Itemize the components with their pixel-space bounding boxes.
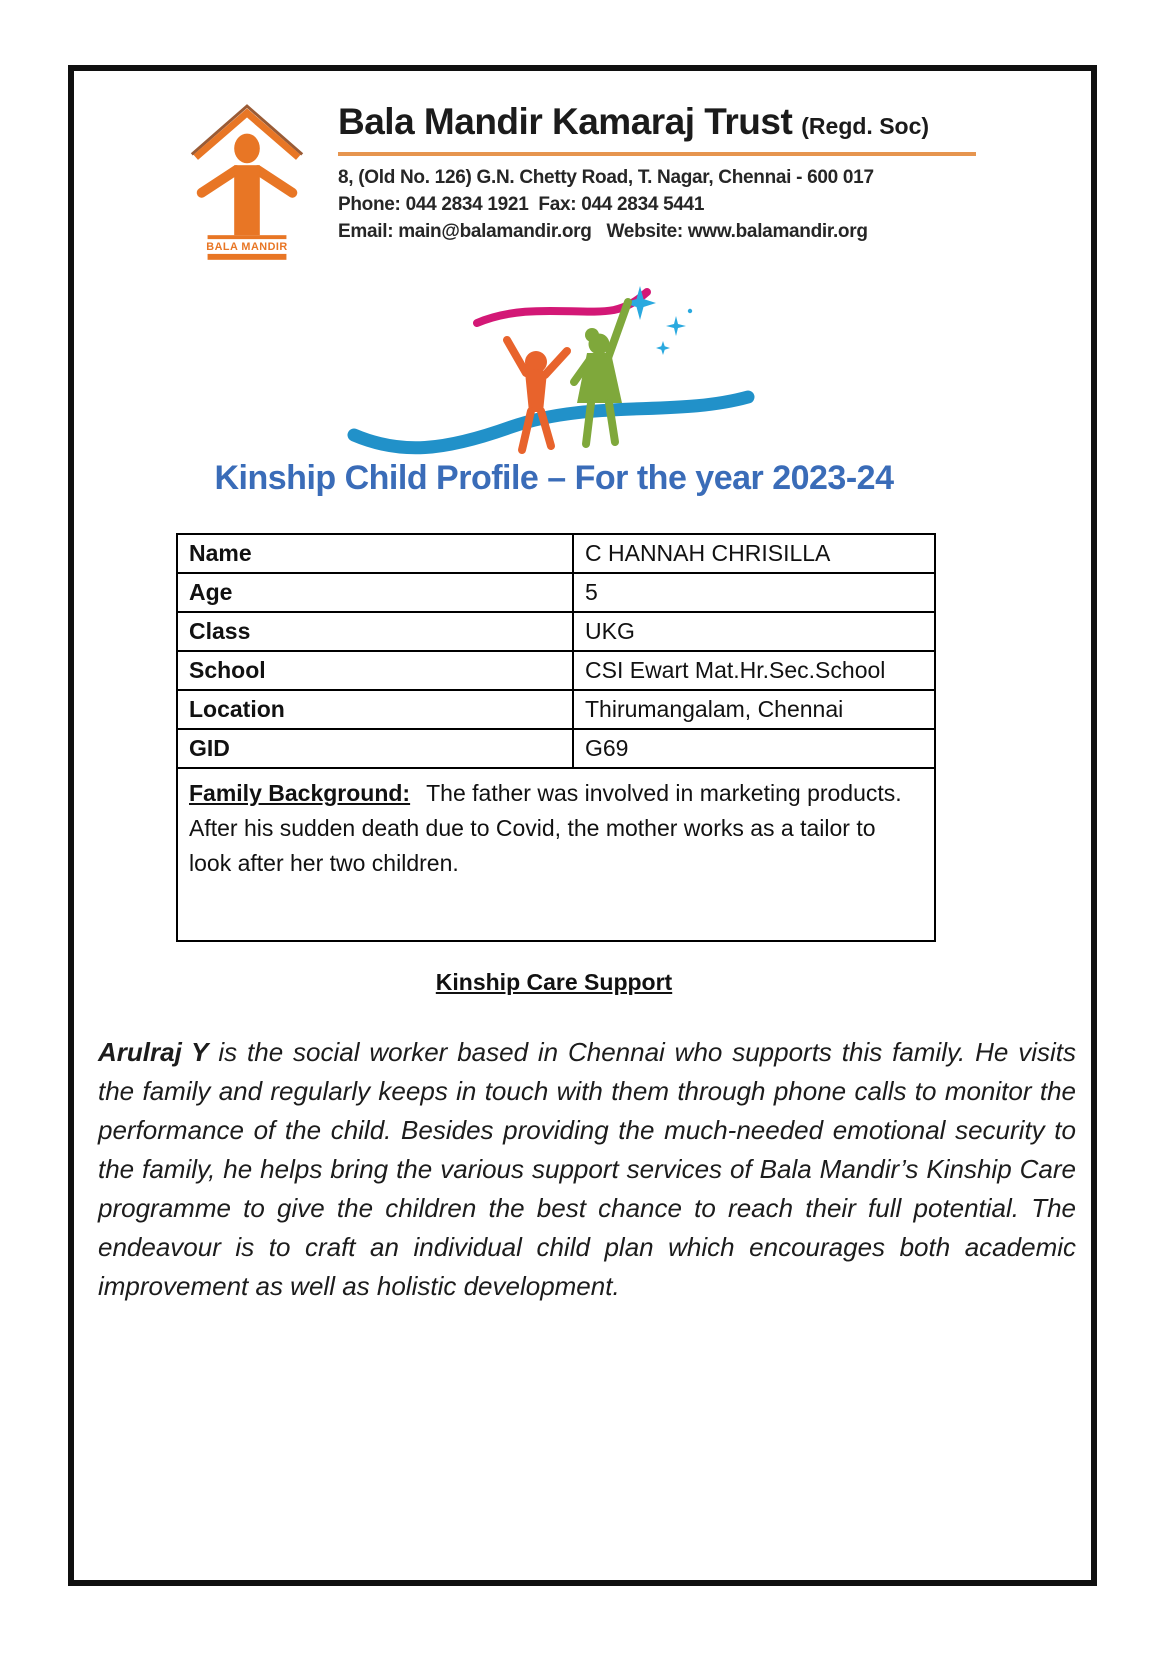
table-row-school — [177, 651, 935, 690]
figure-head — [234, 134, 260, 164]
row-value: C HANNAH CHRISILLA — [573, 534, 935, 573]
row-label: Class — [177, 612, 573, 651]
figure-arm-left — [202, 170, 237, 193]
orange-child — [507, 340, 567, 450]
table-row-location — [177, 690, 935, 729]
section-heading: Kinship Care Support — [435, 969, 673, 995]
page-title: Kinship Child Profile – For the year 2023-24 — [214, 459, 894, 497]
social-worker-name: Arulraj Y — [98, 1037, 209, 1067]
logo-bar-bottom — [208, 254, 287, 260]
row-label: Location — [177, 690, 573, 729]
row-value: CSI Ewart Mat.Hr.Sec.School — [573, 651, 935, 690]
table-row-age — [177, 573, 935, 612]
family-background-label: Family Background: — [189, 780, 411, 806]
row-label: GID — [177, 729, 573, 768]
child-profile-table — [176, 533, 936, 942]
support-paragraph-body: is the social worker based in Chennai who supports this family. He visits the family and regularly keeps in touch with them through phone calls to monitor the performance of the child. Besides providing the much-needed emotional security to the family, he helps bring the various support services of Bala Mandir’s Kinship Care programme to give the children the best chance to reach their full potential. The endeavour is to craft an individual child plan which encourages both academic improvement as well as holistic development. — [98, 1037, 1076, 1301]
support-paragraph — [98, 1033, 1076, 1306]
row-value: UKG — [573, 612, 935, 651]
org-address: 8, (Old No. 126) G.N. Chetty Road, T. Nagar, Chennai - 600 017 — [338, 167, 874, 188]
table-row-name — [177, 534, 935, 573]
family-background-text: The father was involved in marketing products. After his sudden death due to Covid, the mother works as a tailor to look after her two children. — [189, 780, 902, 876]
row-label: School — [177, 651, 573, 690]
logo-bar-top — [208, 235, 287, 239]
row-value: 5 — [573, 573, 935, 612]
family-background-row — [177, 768, 935, 941]
org-email-website: Email: main@balamandir.org Website: www.balamandir.org — [338, 221, 868, 242]
letterhead-text — [338, 95, 976, 245]
org-phone-fax: Phone: 044 2834 1921 Fax: 044 2834 5441 — [338, 194, 705, 215]
kinship-children-logo-icon — [346, 285, 756, 480]
org-name: Bala Mandir Kamaraj Trust — [338, 101, 793, 142]
row-value: G69 — [573, 729, 935, 768]
sparkle-stars — [624, 286, 692, 355]
green-child — [574, 302, 628, 444]
org-registration-suffix: (Regd. Soc) — [801, 113, 930, 139]
letterhead — [178, 95, 976, 261]
logo-wordmark: BALA MANDIR — [206, 240, 288, 253]
header-divider — [338, 152, 976, 156]
figure-arm-right — [258, 170, 293, 193]
family-background-cell — [177, 768, 935, 941]
page-border — [68, 65, 1097, 1586]
table-row-class — [177, 612, 935, 651]
row-label: Age — [177, 573, 573, 612]
bala-mandir-logo-icon — [178, 95, 316, 261]
row-label: Name — [177, 534, 573, 573]
table-row-gid — [177, 729, 935, 768]
figure-body — [234, 165, 260, 235]
row-value: Thirumangalam, Chennai — [573, 690, 935, 729]
